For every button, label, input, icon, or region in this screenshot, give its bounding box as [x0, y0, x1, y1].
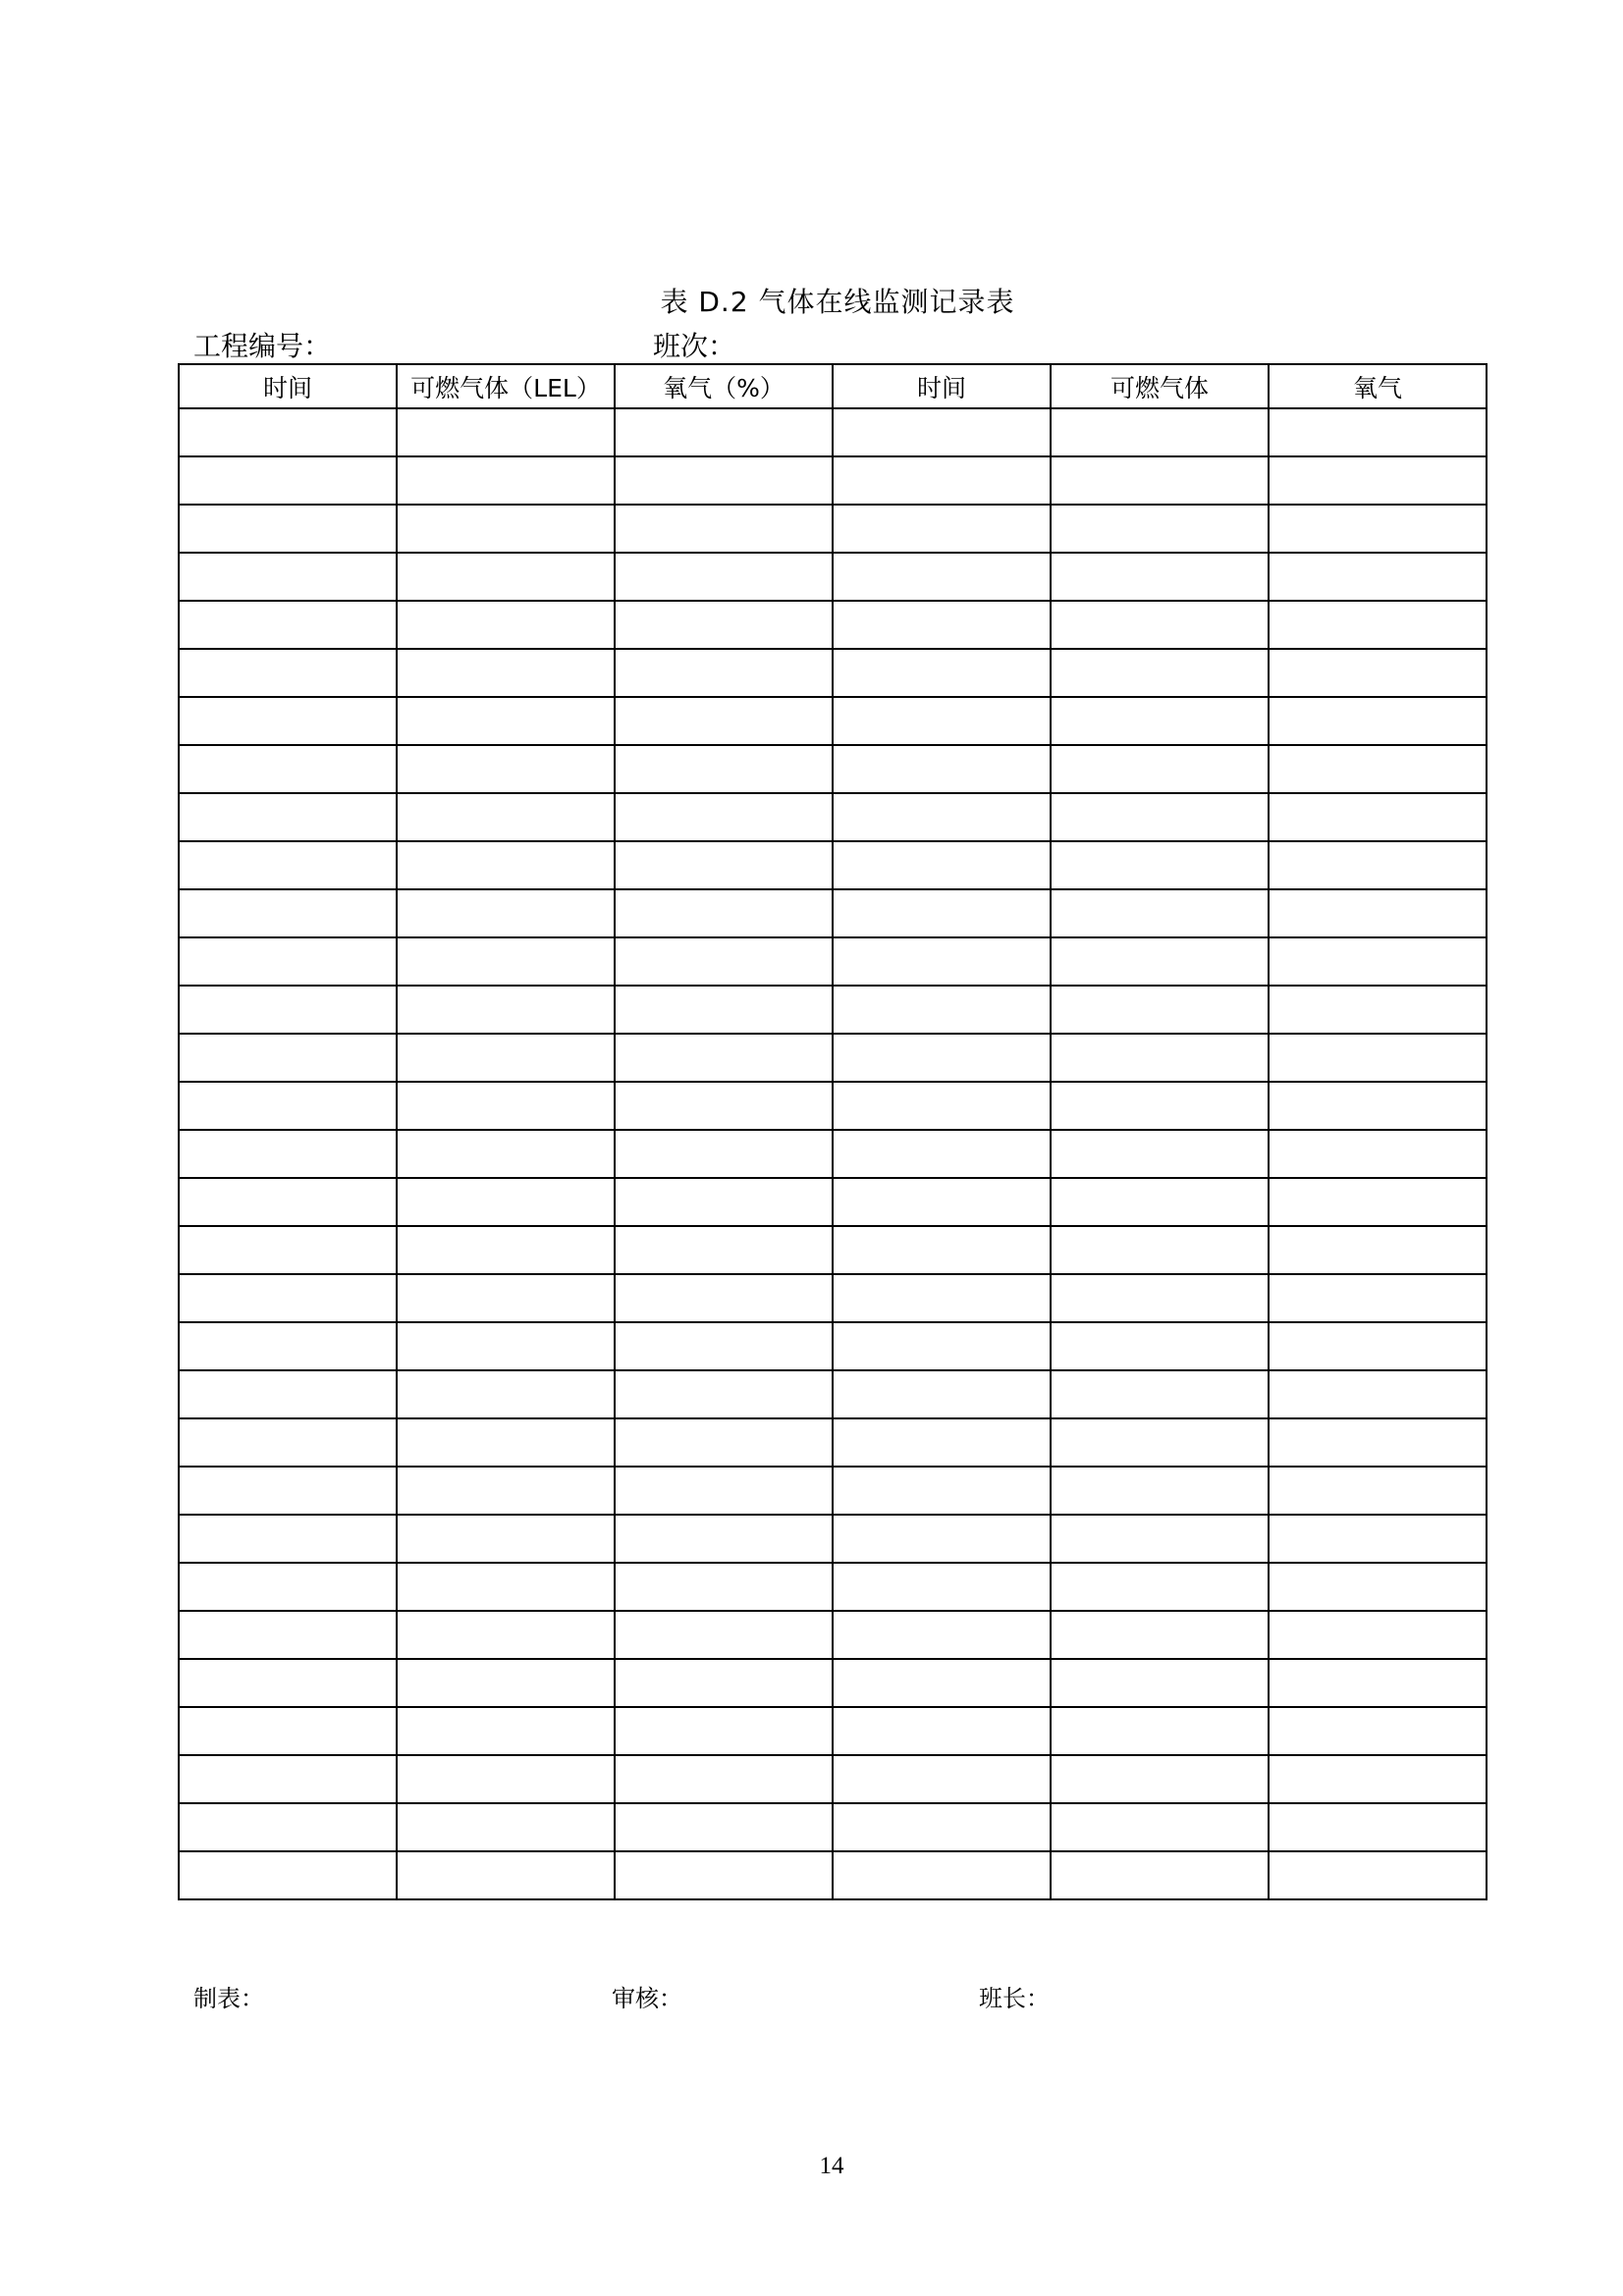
table-cell[interactable] — [615, 1563, 833, 1611]
table-cell[interactable] — [179, 1370, 397, 1418]
table-row — [179, 553, 1487, 601]
table-cell[interactable] — [833, 1611, 1051, 1659]
table-cell[interactable] — [1051, 408, 1269, 456]
table-cell[interactable] — [615, 745, 833, 793]
table-cell[interactable] — [179, 1467, 397, 1515]
table-cell[interactable] — [1269, 1322, 1487, 1370]
table-cell[interactable] — [1051, 1467, 1269, 1515]
table-cell[interactable] — [397, 1611, 615, 1659]
table-cell[interactable] — [1269, 745, 1487, 793]
table-cell[interactable] — [397, 937, 615, 986]
table-cell[interactable] — [615, 1418, 833, 1467]
table-cell[interactable] — [179, 456, 397, 505]
table-row — [179, 1082, 1487, 1130]
table-cell[interactable] — [833, 1515, 1051, 1563]
table-cell[interactable] — [833, 601, 1051, 649]
table-cell[interactable] — [179, 1226, 397, 1274]
table-cell[interactable] — [1051, 1034, 1269, 1082]
table-cell[interactable] — [833, 1851, 1051, 1899]
table-cell[interactable] — [1051, 505, 1269, 553]
table-cell[interactable] — [397, 1130, 615, 1178]
table-cell[interactable] — [1269, 1082, 1487, 1130]
table-row — [179, 601, 1487, 649]
table-cell[interactable] — [615, 1274, 833, 1322]
table-cell[interactable] — [615, 1370, 833, 1418]
table-cell[interactable] — [833, 1659, 1051, 1707]
table-cell[interactable] — [1051, 1274, 1269, 1322]
table-cell[interactable] — [833, 889, 1051, 937]
table-cell[interactable] — [1051, 793, 1269, 841]
table-cell[interactable] — [1051, 553, 1269, 601]
table-cell[interactable] — [1269, 1226, 1487, 1274]
table-cell[interactable] — [1051, 1322, 1269, 1370]
table-cell[interactable] — [397, 1274, 615, 1322]
table-cell[interactable] — [1269, 601, 1487, 649]
shift-leader-label: 班长： — [979, 1985, 1050, 2012]
table-cell[interactable] — [397, 1707, 615, 1755]
table-cell[interactable] — [615, 1755, 833, 1803]
table-cell[interactable] — [833, 408, 1051, 456]
table-cell[interactable] — [833, 986, 1051, 1034]
table-cell[interactable] — [1051, 841, 1269, 889]
table-cell[interactable] — [1269, 1611, 1487, 1659]
table-cell[interactable] — [833, 456, 1051, 505]
table-cell[interactable] — [615, 649, 833, 697]
table-cell[interactable] — [179, 601, 397, 649]
table-cell[interactable] — [1269, 841, 1487, 889]
table-cell[interactable] — [1269, 1563, 1487, 1611]
table-cell[interactable] — [615, 841, 833, 889]
table-cell[interactable] — [179, 1707, 397, 1755]
header-oxygen-percent: 氧气（%） — [615, 364, 833, 408]
table-cell[interactable] — [1051, 1611, 1269, 1659]
table-cell[interactable] — [833, 1274, 1051, 1322]
table-cell[interactable] — [1269, 505, 1487, 553]
table-cell[interactable] — [1051, 1707, 1269, 1755]
table-cell[interactable] — [1269, 1370, 1487, 1418]
table-row — [179, 1322, 1487, 1370]
table-cell[interactable] — [1269, 1178, 1487, 1226]
table-cell[interactable] — [179, 1515, 397, 1563]
table-cell[interactable] — [397, 986, 615, 1034]
table-cell[interactable] — [1051, 1659, 1269, 1707]
table-cell[interactable] — [397, 1851, 615, 1899]
table-cell[interactable] — [179, 1178, 397, 1226]
table-cell[interactable] — [179, 1611, 397, 1659]
table-cell[interactable] — [397, 1082, 615, 1130]
table-cell[interactable] — [179, 553, 397, 601]
table-cell[interactable] — [179, 505, 397, 553]
table-row — [179, 408, 1487, 456]
shift-label: 班次： — [653, 330, 736, 362]
table-cell[interactable] — [615, 1515, 833, 1563]
table-cell[interactable] — [1051, 649, 1269, 697]
table-cell[interactable] — [179, 1851, 397, 1899]
table-cell[interactable] — [1269, 1803, 1487, 1851]
table-cell[interactable] — [397, 1226, 615, 1274]
table-cell[interactable] — [397, 793, 615, 841]
table-cell[interactable] — [1051, 456, 1269, 505]
table-cell[interactable] — [615, 1034, 833, 1082]
table-row — [179, 889, 1487, 937]
table-cell[interactable] — [1269, 986, 1487, 1034]
table-cell[interactable] — [615, 1130, 833, 1178]
gas-monitoring-table — [178, 363, 1488, 1900]
table-cell[interactable] — [397, 841, 615, 889]
table-cell[interactable] — [179, 1082, 397, 1130]
table-cell[interactable] — [615, 1226, 833, 1274]
table-cell[interactable] — [615, 1851, 833, 1899]
table-cell[interactable] — [833, 1467, 1051, 1515]
table-cell[interactable] — [833, 1563, 1051, 1611]
table-cell[interactable] — [615, 1659, 833, 1707]
page-number: 14 — [819, 2153, 844, 2179]
table-cell[interactable] — [179, 1755, 397, 1803]
table-cell[interactable] — [1051, 1755, 1269, 1803]
table-row — [179, 1274, 1487, 1322]
table-row — [179, 1707, 1487, 1755]
table-cell[interactable] — [179, 408, 397, 456]
table-cell[interactable] — [1051, 1226, 1269, 1274]
table-cell[interactable] — [397, 1803, 615, 1851]
table-cell[interactable] — [1269, 1755, 1487, 1803]
table-cell[interactable] — [615, 1082, 833, 1130]
table-cell[interactable] — [833, 1082, 1051, 1130]
table-cell[interactable] — [1269, 1467, 1487, 1515]
table-maker-label: 制表： — [193, 1985, 264, 2012]
table-cell[interactable] — [397, 649, 615, 697]
table-cell[interactable] — [615, 1707, 833, 1755]
table-cell[interactable] — [179, 1274, 397, 1322]
table-cell[interactable] — [1051, 937, 1269, 986]
table-cell[interactable] — [1051, 1178, 1269, 1226]
table-row — [179, 745, 1487, 793]
table-cell[interactable] — [1269, 1707, 1487, 1755]
table-cell[interactable] — [397, 1034, 615, 1082]
table-row — [179, 1034, 1487, 1082]
table-cell[interactable] — [1051, 601, 1269, 649]
table-cell[interactable] — [1269, 408, 1487, 456]
table-cell[interactable] — [1051, 1515, 1269, 1563]
table-cell[interactable] — [397, 1659, 615, 1707]
table-row — [179, 793, 1487, 841]
table-row — [179, 1659, 1487, 1707]
table-cell[interactable] — [179, 937, 397, 986]
table-cell[interactable] — [397, 1755, 615, 1803]
table-cell[interactable] — [615, 1803, 833, 1851]
table-cell[interactable] — [833, 1034, 1051, 1082]
table-row — [179, 456, 1487, 505]
table-cell[interactable] — [1051, 697, 1269, 745]
table-cell[interactable] — [615, 986, 833, 1034]
table-cell[interactable] — [179, 1418, 397, 1467]
table-cell[interactable] — [397, 745, 615, 793]
table-cell[interactable] — [615, 505, 833, 553]
table-cell[interactable] — [179, 1659, 397, 1707]
table-cell[interactable] — [615, 793, 833, 841]
table-cell[interactable] — [833, 1322, 1051, 1370]
header-combustible-gas-lel: 可燃气体（LEL） — [397, 364, 615, 408]
table-row — [179, 1515, 1487, 1563]
table-cell[interactable] — [1269, 1130, 1487, 1178]
table-cell[interactable] — [1269, 1418, 1487, 1467]
table-cell[interactable] — [833, 1178, 1051, 1226]
table-cell[interactable] — [179, 841, 397, 889]
table-cell[interactable] — [1269, 937, 1487, 986]
table-cell[interactable] — [833, 1803, 1051, 1851]
table-cell[interactable] — [833, 1130, 1051, 1178]
table-cell[interactable] — [1269, 1274, 1487, 1322]
header-time: 时间 — [179, 364, 397, 408]
table-cell[interactable] — [179, 986, 397, 1034]
table-row — [179, 1755, 1487, 1803]
table-row — [179, 1611, 1487, 1659]
table-cell[interactable] — [1051, 1082, 1269, 1130]
table-cell[interactable] — [833, 553, 1051, 601]
table-cell[interactable] — [615, 1467, 833, 1515]
header-combustible-gas: 可燃气体 — [1051, 364, 1269, 408]
table-row — [179, 1418, 1487, 1467]
table-cell[interactable] — [1051, 1130, 1269, 1178]
table-cell[interactable] — [179, 697, 397, 745]
table-cell[interactable] — [397, 1563, 615, 1611]
header-oxygen: 氧气 — [1269, 364, 1487, 408]
table-cell[interactable] — [833, 697, 1051, 745]
page-title: 表 D.2 气体在线监测记录表 — [660, 286, 1015, 318]
table-cell[interactable] — [1269, 1034, 1487, 1082]
table-cell[interactable] — [615, 889, 833, 937]
table-cell[interactable] — [397, 1370, 615, 1418]
table-cell[interactable] — [615, 937, 833, 986]
table-row — [179, 505, 1487, 553]
table-cell[interactable] — [1051, 1803, 1269, 1851]
table-cell[interactable] — [1269, 649, 1487, 697]
table-row — [179, 697, 1487, 745]
table-row — [179, 1178, 1487, 1226]
table-cell[interactable] — [833, 1418, 1051, 1467]
table-cell[interactable] — [397, 1515, 615, 1563]
table-cell[interactable] — [833, 1755, 1051, 1803]
table-cell[interactable] — [1051, 986, 1269, 1034]
table-cell[interactable] — [397, 697, 615, 745]
table-cell[interactable] — [1269, 456, 1487, 505]
table-cell[interactable] — [179, 1563, 397, 1611]
table-cell[interactable] — [1051, 745, 1269, 793]
table-row — [179, 1130, 1487, 1178]
table-cell[interactable] — [615, 601, 833, 649]
header-time-2: 时间 — [833, 364, 1051, 408]
table-cell[interactable] — [833, 505, 1051, 553]
table-cell[interactable] — [179, 649, 397, 697]
table-cell[interactable] — [1051, 1851, 1269, 1899]
reviewer-label: 审核： — [612, 1985, 682, 2012]
table-row — [179, 1370, 1487, 1418]
table-cell[interactable] — [1269, 1515, 1487, 1563]
table-cell[interactable] — [179, 1803, 397, 1851]
table-header-row — [179, 364, 1487, 408]
table-cell[interactable] — [1269, 889, 1487, 937]
table-cell[interactable] — [179, 745, 397, 793]
table-cell[interactable] — [615, 697, 833, 745]
table-cell[interactable] — [1051, 1370, 1269, 1418]
table-cell[interactable] — [833, 841, 1051, 889]
table-cell[interactable] — [179, 1034, 397, 1082]
table-row — [179, 649, 1487, 697]
table-cell[interactable] — [833, 1707, 1051, 1755]
table-cell[interactable] — [179, 889, 397, 937]
table-cell[interactable] — [397, 505, 615, 553]
table-cell[interactable] — [1051, 1418, 1269, 1467]
table-cell[interactable] — [1269, 1659, 1487, 1707]
table-cell[interactable] — [833, 745, 1051, 793]
table-row — [179, 937, 1487, 986]
table-cell[interactable] — [1051, 889, 1269, 937]
table-row — [179, 1563, 1487, 1611]
table-row — [179, 1226, 1487, 1274]
table-cell[interactable] — [1269, 697, 1487, 745]
project-number-label: 工程编号： — [193, 330, 332, 362]
table-cell[interactable] — [397, 1418, 615, 1467]
table-cell[interactable] — [1269, 553, 1487, 601]
table-cell[interactable] — [397, 553, 615, 601]
table-cell[interactable] — [397, 408, 615, 456]
table-cell[interactable] — [833, 1370, 1051, 1418]
table-cell[interactable] — [833, 937, 1051, 986]
table-cell[interactable] — [615, 1322, 833, 1370]
table-cell[interactable] — [615, 408, 833, 456]
table-cell[interactable] — [1269, 793, 1487, 841]
table-cell[interactable] — [615, 1611, 833, 1659]
table-cell[interactable] — [833, 793, 1051, 841]
table-cell[interactable] — [397, 1467, 615, 1515]
table-cell[interactable] — [397, 1178, 615, 1226]
table-row — [179, 986, 1487, 1034]
table-cell[interactable] — [397, 889, 615, 937]
table-body — [179, 408, 1487, 1899]
table-row — [179, 1467, 1487, 1515]
table-cell[interactable] — [397, 1322, 615, 1370]
table-cell[interactable] — [397, 601, 615, 649]
table-row — [179, 1851, 1487, 1899]
table-cell[interactable] — [179, 793, 397, 841]
table-row — [179, 1803, 1487, 1851]
table-cell[interactable] — [833, 1226, 1051, 1274]
table-cell[interactable] — [179, 1130, 397, 1178]
table-cell[interactable] — [615, 553, 833, 601]
table-cell[interactable] — [1269, 1851, 1487, 1899]
table-cell[interactable] — [833, 649, 1051, 697]
table-cell[interactable] — [615, 1178, 833, 1226]
table-cell[interactable] — [615, 456, 833, 505]
table-cell[interactable] — [397, 456, 615, 505]
table-row — [179, 841, 1487, 889]
table-cell[interactable] — [1051, 1563, 1269, 1611]
table-cell[interactable] — [179, 1322, 397, 1370]
